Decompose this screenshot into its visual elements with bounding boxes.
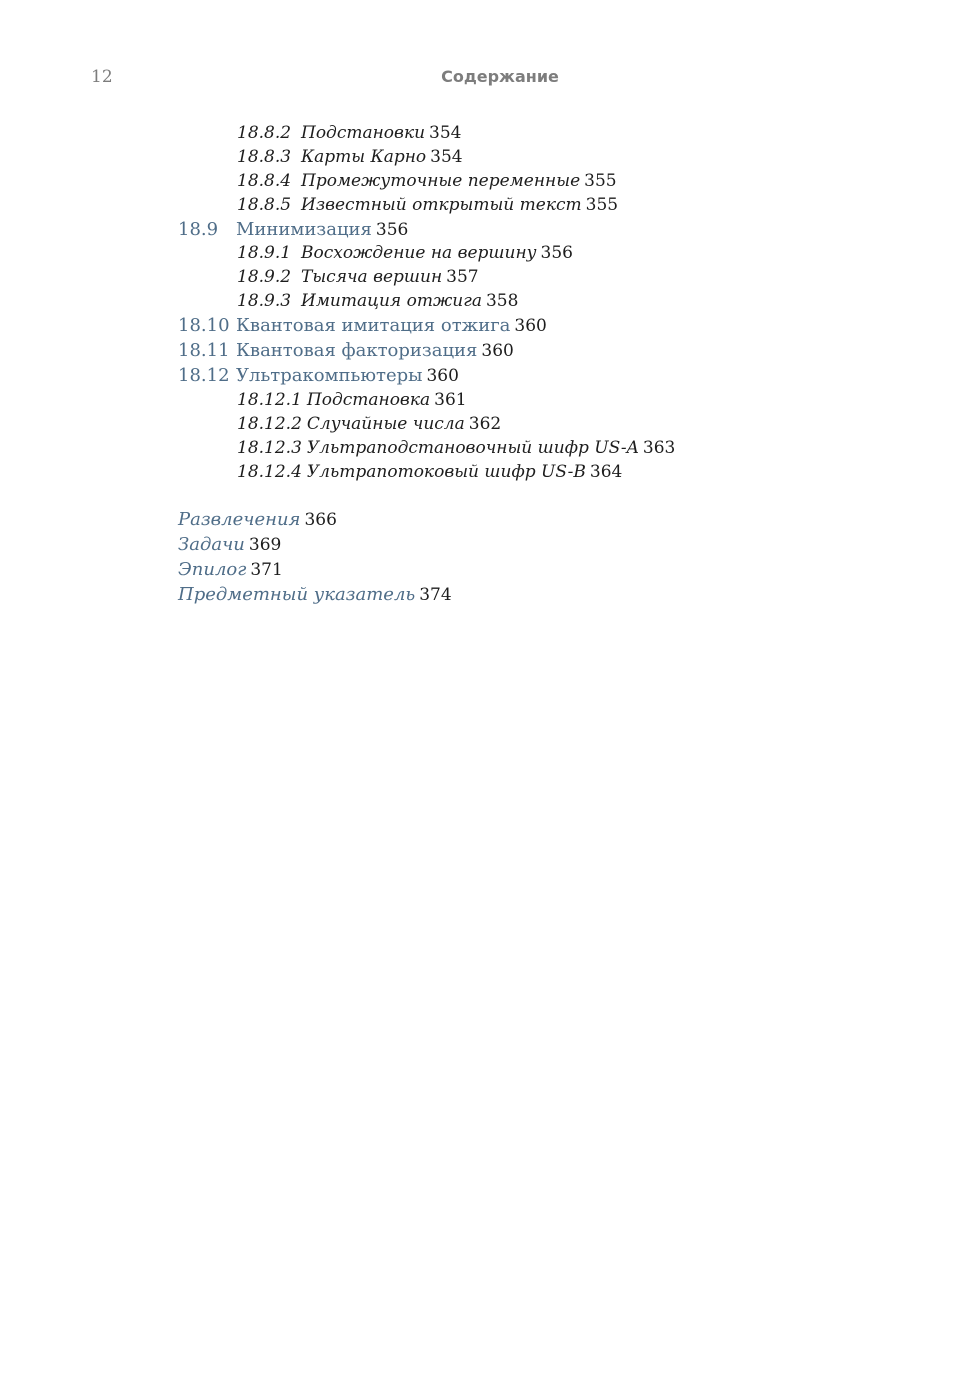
entry-page: 361 <box>434 390 467 410</box>
entry-title: Случайные числа <box>306 414 465 434</box>
entry-page: 358 <box>485 291 519 311</box>
entry-number: 18.9.2 <box>237 267 292 287</box>
entry-page: 364 <box>589 462 623 482</box>
entry-number: 18.12.3 <box>237 438 302 458</box>
entry-number: 18.12.2 <box>237 414 302 434</box>
entry-page: 354 <box>429 123 462 143</box>
entry-title: Ультрапотоковый шифр US-B <box>306 462 586 482</box>
section-page: 360 <box>426 366 459 386</box>
section-title: Квантовая имитация отжига <box>236 315 511 336</box>
entry-title: Карты Карно <box>301 147 427 167</box>
page-number: 12 <box>91 67 113 87</box>
back-matter-title: Эпилог <box>178 559 247 580</box>
back-matter-title: Предметный указатель <box>178 584 416 605</box>
section-title: Минимизация <box>236 219 372 240</box>
entry-number: 18.8.3 <box>237 147 292 167</box>
section-number: 18.11 <box>178 340 230 361</box>
back-matter-title: Развлечения <box>178 509 301 530</box>
section-page: 356 <box>375 220 409 240</box>
entry-title: Подстановка <box>306 390 431 410</box>
running-head: Содержание <box>441 67 559 86</box>
entry-number: 18.9.1 <box>237 243 292 263</box>
back-matter-page: 371 <box>250 560 283 580</box>
section-number: 18.9 <box>178 219 219 240</box>
entry-title: Подстановки <box>301 123 426 143</box>
entry-title: Тысяча вершин <box>301 267 443 287</box>
entry-title: Восхождение на вершину <box>301 243 537 263</box>
entry-page: 357 <box>446 267 479 287</box>
entry-page: 354 <box>430 147 463 167</box>
entry-page: 355 <box>584 171 617 191</box>
entry-title: Известный открытый текст <box>301 195 582 215</box>
entry-title: Промежуточные переменные <box>301 171 581 191</box>
entry-number: 18.12.4 <box>237 462 302 482</box>
section-number: 18.12 <box>178 365 230 386</box>
entry-page: 355 <box>585 195 619 215</box>
entry-number: 18.8.2 <box>237 123 292 143</box>
section-title: Квантовая факторизация <box>236 340 478 361</box>
section-number: 18.10 <box>178 315 230 336</box>
section-page: 360 <box>481 341 514 361</box>
entry-number: 18.8.5 <box>237 195 292 215</box>
entry-number: 18.12.1 <box>237 390 302 410</box>
entry-number: 18.8.4 <box>237 171 292 191</box>
entry-title: Имитация отжига <box>301 291 482 311</box>
back-matter-page: 374 <box>419 585 452 605</box>
back-matter-page: 369 <box>248 535 282 555</box>
entry-page: 363 <box>642 438 676 458</box>
entry-page: 362 <box>468 414 502 434</box>
entry-page: 356 <box>540 243 573 263</box>
entry-number: 18.9.3 <box>237 291 292 311</box>
back-matter-page: 366 <box>304 510 337 530</box>
section-title: Ультракомпьютеры <box>236 365 423 386</box>
section-page: 360 <box>514 316 547 336</box>
back-matter-title: Задачи <box>178 534 245 555</box>
entry-title: Ультраподстановочный шифр US-A <box>306 438 639 458</box>
